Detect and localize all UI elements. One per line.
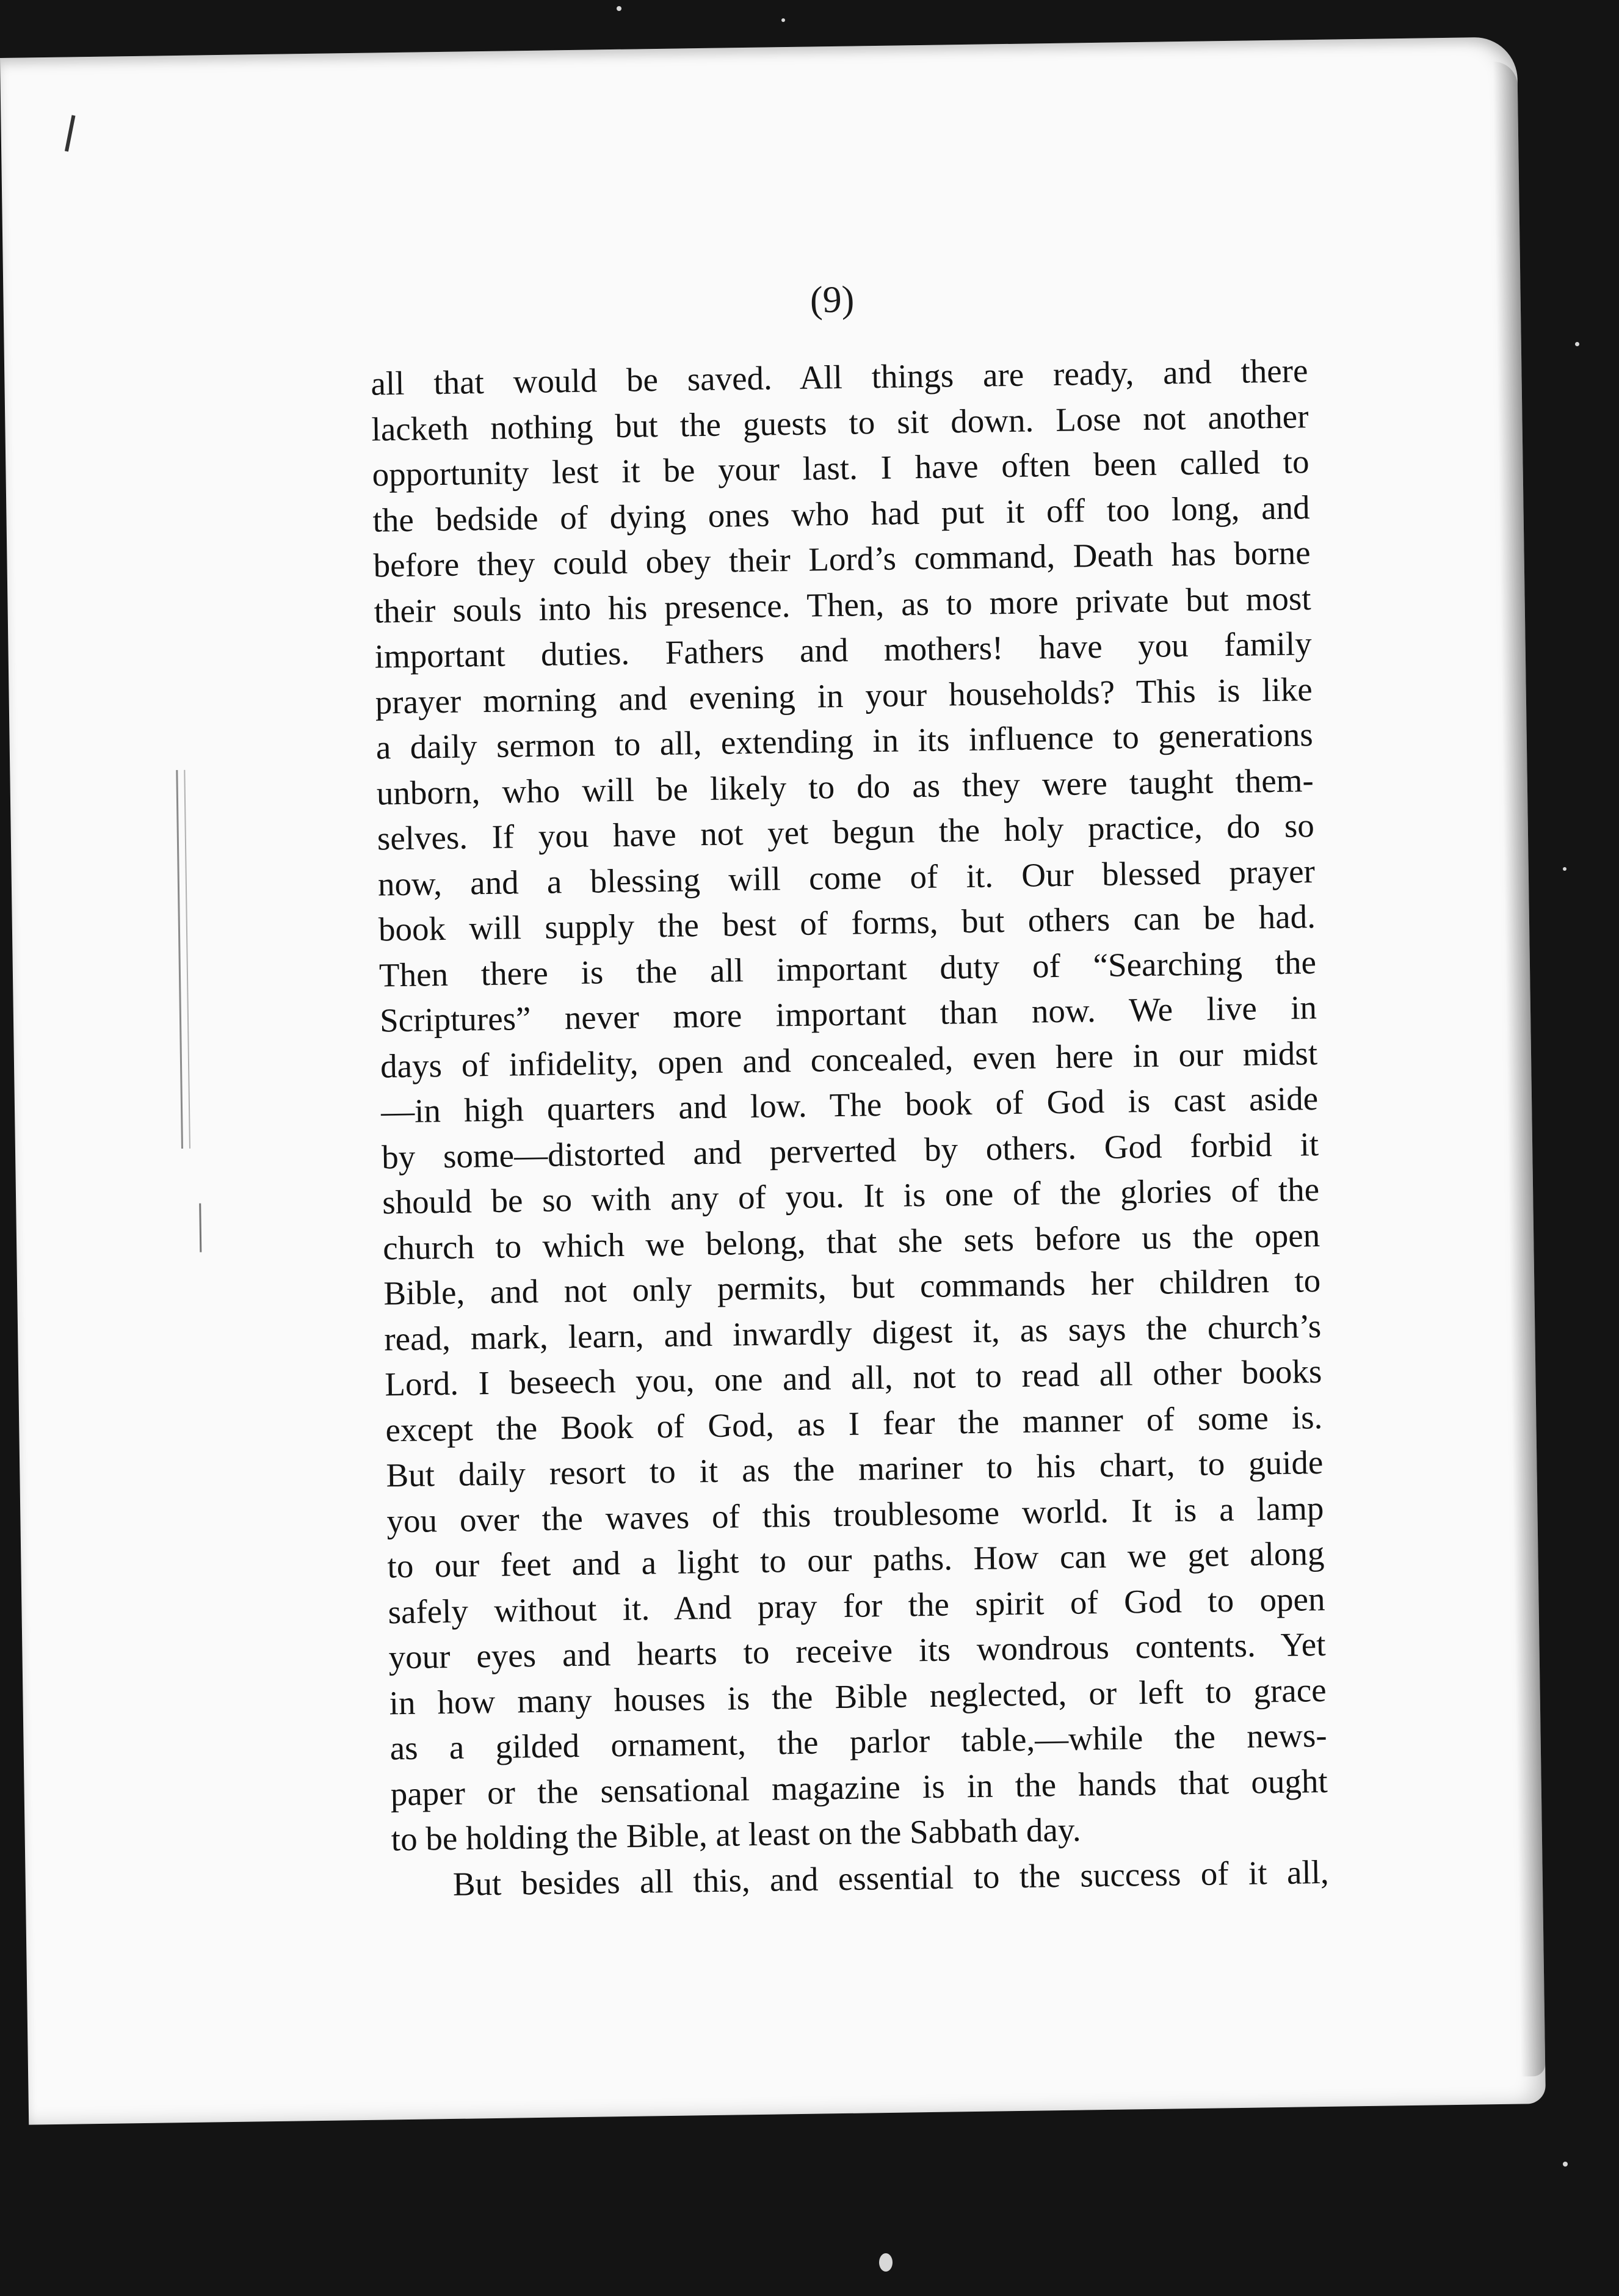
text-line: read, mark, learn, and inwardly digest it, as says the church’s bbox=[383, 1307, 1322, 1357]
text-line: days of infidelity, open and concealed, even here in our midst bbox=[380, 1034, 1318, 1084]
text-line: in how many houses is the Bible neglected, or left to grace bbox=[389, 1671, 1327, 1721]
text-line: paper or the sensational magazine is in the hands that ought bbox=[390, 1762, 1328, 1812]
scanned-page bbox=[0, 37, 1546, 2124]
backdrop-speck bbox=[781, 18, 785, 22]
page-number: (9) bbox=[810, 278, 855, 321]
backdrop-speck bbox=[1563, 2162, 1568, 2167]
backdrop-speck bbox=[1563, 867, 1566, 871]
binding-mark bbox=[176, 770, 190, 1149]
margin-pen-mark bbox=[65, 115, 76, 151]
page-edge-shadow bbox=[1493, 61, 1545, 2076]
text-line: except the Book of God, as I fear the manner of some is. bbox=[385, 1398, 1323, 1448]
text-line: book will supply the best of forms, but others can be had. bbox=[378, 898, 1316, 948]
text-line: —in high quarters and low. The book of God is cast aside bbox=[380, 1080, 1319, 1130]
text-line: now, and a blessing will come of it. Our blessed prayer bbox=[377, 852, 1316, 903]
text-line: to be holding the Bible, at least on the Sabbath day. bbox=[391, 1811, 1081, 1858]
backdrop-speck bbox=[617, 6, 621, 11]
text-line: important duties. Fathers and mothers! have you family bbox=[374, 625, 1313, 675]
text-line: the bedside of dying ones who had put it off too long, and bbox=[372, 488, 1310, 539]
text-line: selves. If you have not yet begun the holy practice, do so bbox=[377, 807, 1315, 857]
backdrop-speck bbox=[879, 2253, 893, 2272]
text-line: you over the waves of this troublesome world. It is a lamp bbox=[386, 1489, 1324, 1539]
text-line: But besides all this, and essential to the success of it all, bbox=[452, 1853, 1330, 1903]
text-line: to our feet and a light to our paths. How can we get along bbox=[387, 1534, 1325, 1585]
text-line: Bible, and not only permits, but commands her children to bbox=[383, 1261, 1321, 1312]
text-line: all that would be saved. All things are ready, and there bbox=[371, 352, 1308, 402]
text-line: But daily resort to it as the mariner to his chart, to guide bbox=[386, 1443, 1324, 1494]
body-text bbox=[371, 348, 1329, 1908]
text-line: church to which we belong, that she sets before us the open bbox=[382, 1216, 1320, 1266]
text-line: prayer morning and evening in your households? This is like bbox=[375, 670, 1313, 721]
text-line: unborn, who will be likely to do as they were taught them- bbox=[376, 761, 1314, 812]
text-line: your eyes and hearts to receive its wondrous contents. Yet bbox=[388, 1625, 1326, 1676]
text-line: Lord. I beseech you, one and all, not to read all other books bbox=[384, 1352, 1322, 1403]
text-line: Then there is the all important duty of “Searching the bbox=[378, 943, 1317, 994]
text-line: Scriptures” never more important than now. We live in bbox=[379, 989, 1317, 1039]
text-line: should be so with any of you. It is one of the glories of the bbox=[382, 1171, 1320, 1221]
text-line: a daily sermon to all, extending in its influence to generations bbox=[375, 716, 1314, 766]
text-line: by some—distorted and perverted by others. God forbid it bbox=[381, 1125, 1319, 1175]
text-line: lacketh nothing but the guests to sit down. Lose not another bbox=[371, 397, 1309, 448]
binding-mark bbox=[199, 1203, 210, 1252]
text-line: before they could obey their Lord’s command, Death has borne bbox=[373, 534, 1311, 584]
backdrop-speck bbox=[1575, 342, 1579, 346]
text-line: as a gilded ornament, the parlor table,—while the news- bbox=[389, 1716, 1327, 1767]
text-line: opportunity lest it be your last. I have often been called to bbox=[372, 443, 1309, 493]
text-line: their souls into his presence. Then, as to more private but most bbox=[374, 579, 1311, 630]
text-line: safely without it. And pray for the spirit of God to open bbox=[388, 1580, 1325, 1630]
